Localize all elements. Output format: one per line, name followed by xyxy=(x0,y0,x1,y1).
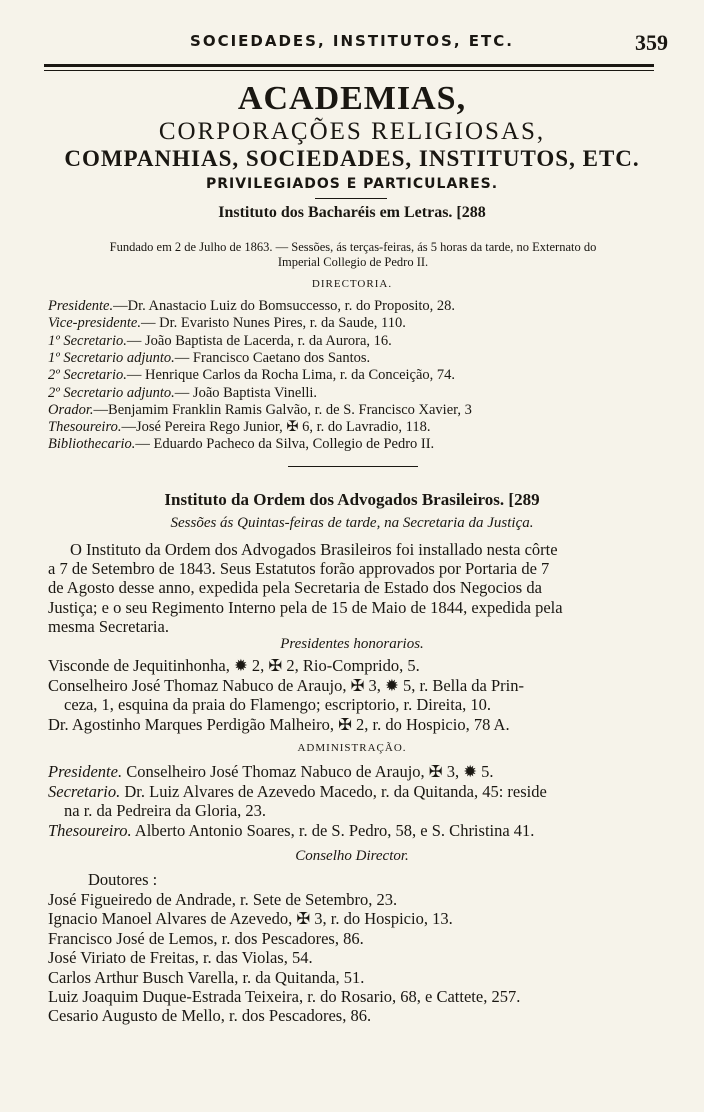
directoria-row xyxy=(48,419,658,436)
title-companhias: COMPANHIAS, SOCIEDADES, INSTITUTOS, ETC. xyxy=(64,146,640,171)
council-member: José Viriato de Freitas, r. das Violas, 54. xyxy=(48,948,313,968)
directoria-row xyxy=(48,298,658,315)
member-details: — Francisco Caetano dos Santos. xyxy=(174,349,371,366)
council-member: Cesario Augusto de Mello, r. dos Pescadores, 86. xyxy=(48,1006,372,1026)
member-details: —Dr. Anastacio Luiz do Bomsuccesso, r. do Proposito, 28. xyxy=(113,298,456,314)
member-details: —Benjamim Franklin Ramis Galvão, r. de S. Francisco Xavier, 3 xyxy=(93,401,472,418)
member-role: Thesoureiro. xyxy=(48,419,122,436)
title-academias: ACADEMIAS, xyxy=(237,80,467,117)
admin-line xyxy=(64,801,678,821)
member-role: 2º Secretario adjunto. xyxy=(48,384,175,401)
section-divider xyxy=(288,466,418,467)
paragraph-line: mesma Secretaria. xyxy=(48,616,169,636)
member-role: 2º Secretario. xyxy=(48,367,127,384)
honorary-line: ceza, 1, esquina da praia do Flamengo; escriptorio, r. Direita, 10. xyxy=(64,695,492,715)
member-role: Bibliothecario. xyxy=(48,436,136,453)
admin-line xyxy=(48,782,662,802)
founded-line: Fundado em 2 de Julho de 1863. — Sessões, ás terças-feiras, ás 5 horas da tarde, no Externato do xyxy=(109,240,597,254)
title-corporacoes: CORPORAÇÕES RELIGIOSAS, xyxy=(158,118,546,145)
session-note: Sessões ás Quintas-feiras de tarde, na Secretaria da Justiça. xyxy=(170,515,534,531)
member-details: — João Baptista Vinelli. xyxy=(174,384,318,401)
member-details: —José Pereira Rego Junior, ✠ 6, r. do Lavradio, 118. xyxy=(121,419,431,436)
admin-line xyxy=(48,821,662,841)
header-rule-thin xyxy=(44,70,654,71)
founded-note xyxy=(48,240,658,270)
directoria-row xyxy=(48,385,658,402)
member-role: Orador. xyxy=(48,401,94,418)
admin-role: Presidente. xyxy=(48,762,123,781)
directoria-row xyxy=(48,367,658,384)
admin-details: na r. da Pedreira da Gloria, 23. xyxy=(64,801,267,821)
council-member: José Figueiredo de Andrade, r. Sete de Setembro, 23. xyxy=(48,890,398,909)
council-member: Luiz Joaquim Duque-Estrada Teixeira, r. do Rosario, 68, e Cattete, 257. xyxy=(48,987,521,1006)
admin-role: Secretario. xyxy=(48,781,121,801)
council-member: Ignacio Manoel Alvares de Azevedo, ✠ 3, r. do Hospicio, 13. xyxy=(48,909,453,929)
admin-line xyxy=(48,762,662,782)
member-role: 1º Secretario. xyxy=(48,332,127,349)
directoria-row xyxy=(48,402,658,419)
council-heading: Conselho Director. xyxy=(295,848,409,864)
paragraph-line: a 7 de Setembro de 1843. Seus Estatutos forão approvados por Portaria de 7 xyxy=(48,559,550,579)
paragraph-line: Justiça; e o seu Regimento Interno pela de 15 de Maio de 1844, expedida pela xyxy=(48,597,563,617)
member-role: Vice-presidente. xyxy=(48,315,141,332)
member-role: Presidente. xyxy=(48,298,114,314)
member-details: — Dr. Evaristo Nunes Pires, r. da Saude, 110. xyxy=(141,315,406,332)
directoria-heading: DIRECTORIA. xyxy=(311,278,393,290)
paragraph-line: O Instituto da Ordem dos Advogados Brasileiros foi installado nesta côrte xyxy=(70,540,558,559)
section-title-bachareis: Instituto dos Bacharéis em Letras. [288 xyxy=(218,204,486,221)
header-rule xyxy=(44,64,654,67)
member-details: — Eduardo Pacheco da Silva, Collegio de Pedro II. xyxy=(135,436,435,453)
honorary-line: Dr. Agostinho Marques Perdigão Malheiro, ✠ 2, r. do Hospicio, 78 A. xyxy=(48,714,510,734)
council-member: Francisco José de Lemos, r. dos Pescadores, 86. xyxy=(48,928,364,948)
directoria-row xyxy=(48,436,658,453)
council-member: Carlos Arthur Busch Varella, r. da Quitanda, 51. xyxy=(48,967,365,987)
running-title: SOCIEDADES, INSTITUTOS, ETC. xyxy=(190,32,514,50)
short-divider xyxy=(315,198,387,199)
admin-details: Alberto Antonio Soares, r. de S. Pedro, 58, e S. Christina 41. xyxy=(131,820,535,840)
admin-details: Conselheiro José Thomaz Nabuco de Araujo, ✠ 3, ✹ 5. xyxy=(122,762,494,781)
founded-line: Imperial Collegio de Pedro II. xyxy=(277,255,429,269)
doctors-label: Doutores : xyxy=(88,870,158,889)
member-details: — Henrique Carlos da Rocha Lima, r. da Conceição, 74. xyxy=(126,367,456,384)
running-header xyxy=(0,30,704,56)
directoria-row xyxy=(48,333,658,350)
page-number: 359 xyxy=(635,30,668,55)
admin-role: Thesoureiro. xyxy=(48,820,132,840)
directoria-row xyxy=(48,350,658,367)
honorary-line: Visconde de Jequitinhonha, ✹ 2, ✠ 2, Rio-Comprido, 5. xyxy=(48,656,420,675)
section-title-advogados: Instituto da Ordem dos Advogados Brasileiros. [289 xyxy=(164,490,540,509)
title-privilegiados: PRIVILEGIADOS E PARTICULARES. xyxy=(205,176,499,192)
directoria-row xyxy=(48,315,658,332)
paragraph-line: de Agosto desse anno, expedida pela Secretaria de Estado dos Negocios da xyxy=(48,578,542,598)
member-role: 1º Secretario adjunto. xyxy=(48,349,175,366)
honorary-heading: Presidentes honorarios. xyxy=(280,636,424,652)
member-details: — João Baptista de Lacerda, r. da Aurora, 16. xyxy=(126,332,392,349)
admin-details: Dr. Luiz Alvares de Azevedo Macedo, r. da Quitanda, 45: reside xyxy=(120,781,547,801)
admin-heading: ADMINISTRAÇÃO. xyxy=(297,742,407,754)
honorary-line: Conselheiro José Thomaz Nabuco de Araujo, ✠ 3, ✹ 5, r. Bella da Prin- xyxy=(48,675,524,695)
